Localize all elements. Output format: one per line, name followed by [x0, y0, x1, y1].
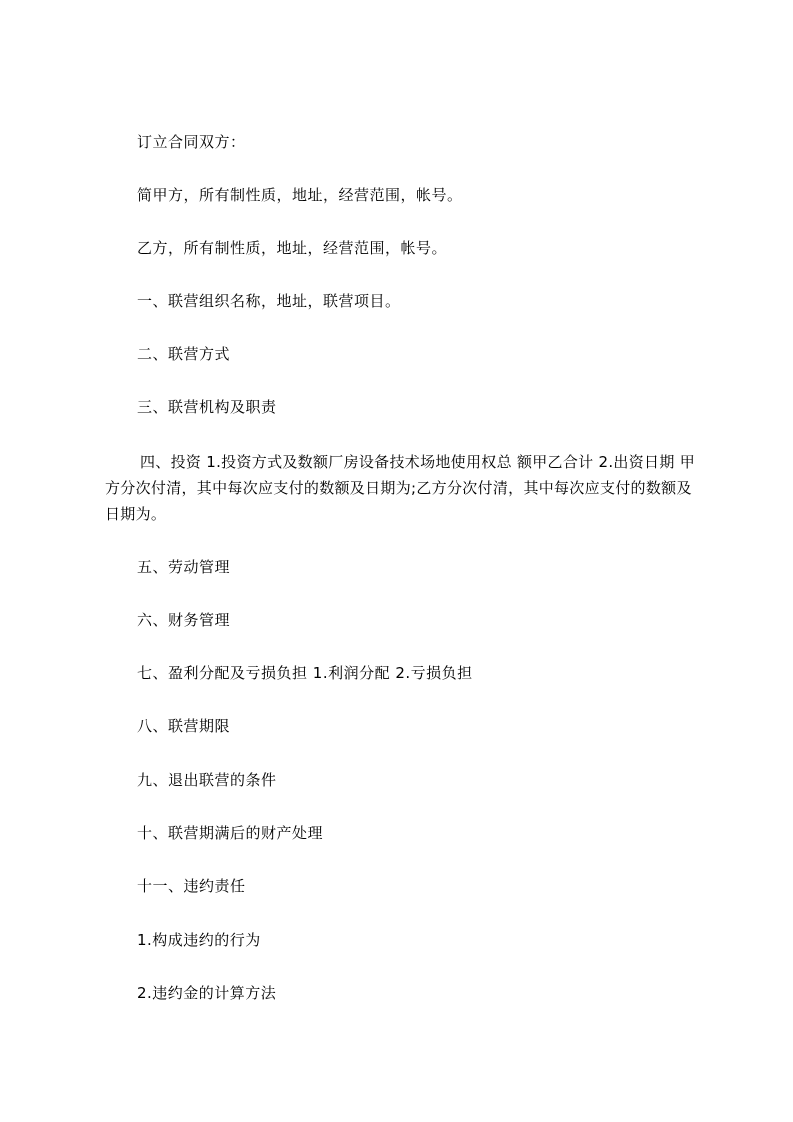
- clause-11-item-2: 2.违约金的计算方法: [137, 984, 277, 1002]
- clause-4-investment: 四、投资 1.投资方式及数额厂房设备技术场地使用权总 额甲乙合计 2.出资日期 甲方分次付清，其中每次应支付的数额及日期为;乙方分次付清，其中每次应支付的数额及日期为。: [105, 453, 695, 523]
- clause-11: 十一、违约责任: [137, 877, 246, 895]
- clause-2: 二、联营方式: [137, 345, 231, 363]
- clause-7: 七、盈利分配及亏损负担 1.利润分配 2.亏损负担: [137, 664, 473, 682]
- clause-8: 八、联营期限: [137, 717, 231, 735]
- clause-1: 一、联营组织名称，地址，联营项目。: [137, 292, 401, 310]
- clause-9: 九、退出联营的条件: [137, 771, 277, 789]
- party-a-line: 简甲方，所有制性质，地址，经营范围，帐号。: [137, 186, 463, 204]
- clause-11-item-1: 1.构成违约的行为: [137, 931, 261, 949]
- clause-10: 十、联营期满后的财产处理: [137, 824, 324, 842]
- contract-parties-heading: 订立合同双方：: [137, 133, 246, 151]
- clause-5: 五、劳动管理: [137, 558, 231, 576]
- party-b-line: 乙方，所有制性质，地址，经营范围，帐号。: [137, 239, 448, 257]
- clause-6: 六、财务管理: [137, 611, 231, 629]
- clause-3: 三、联营机构及职责: [137, 398, 277, 416]
